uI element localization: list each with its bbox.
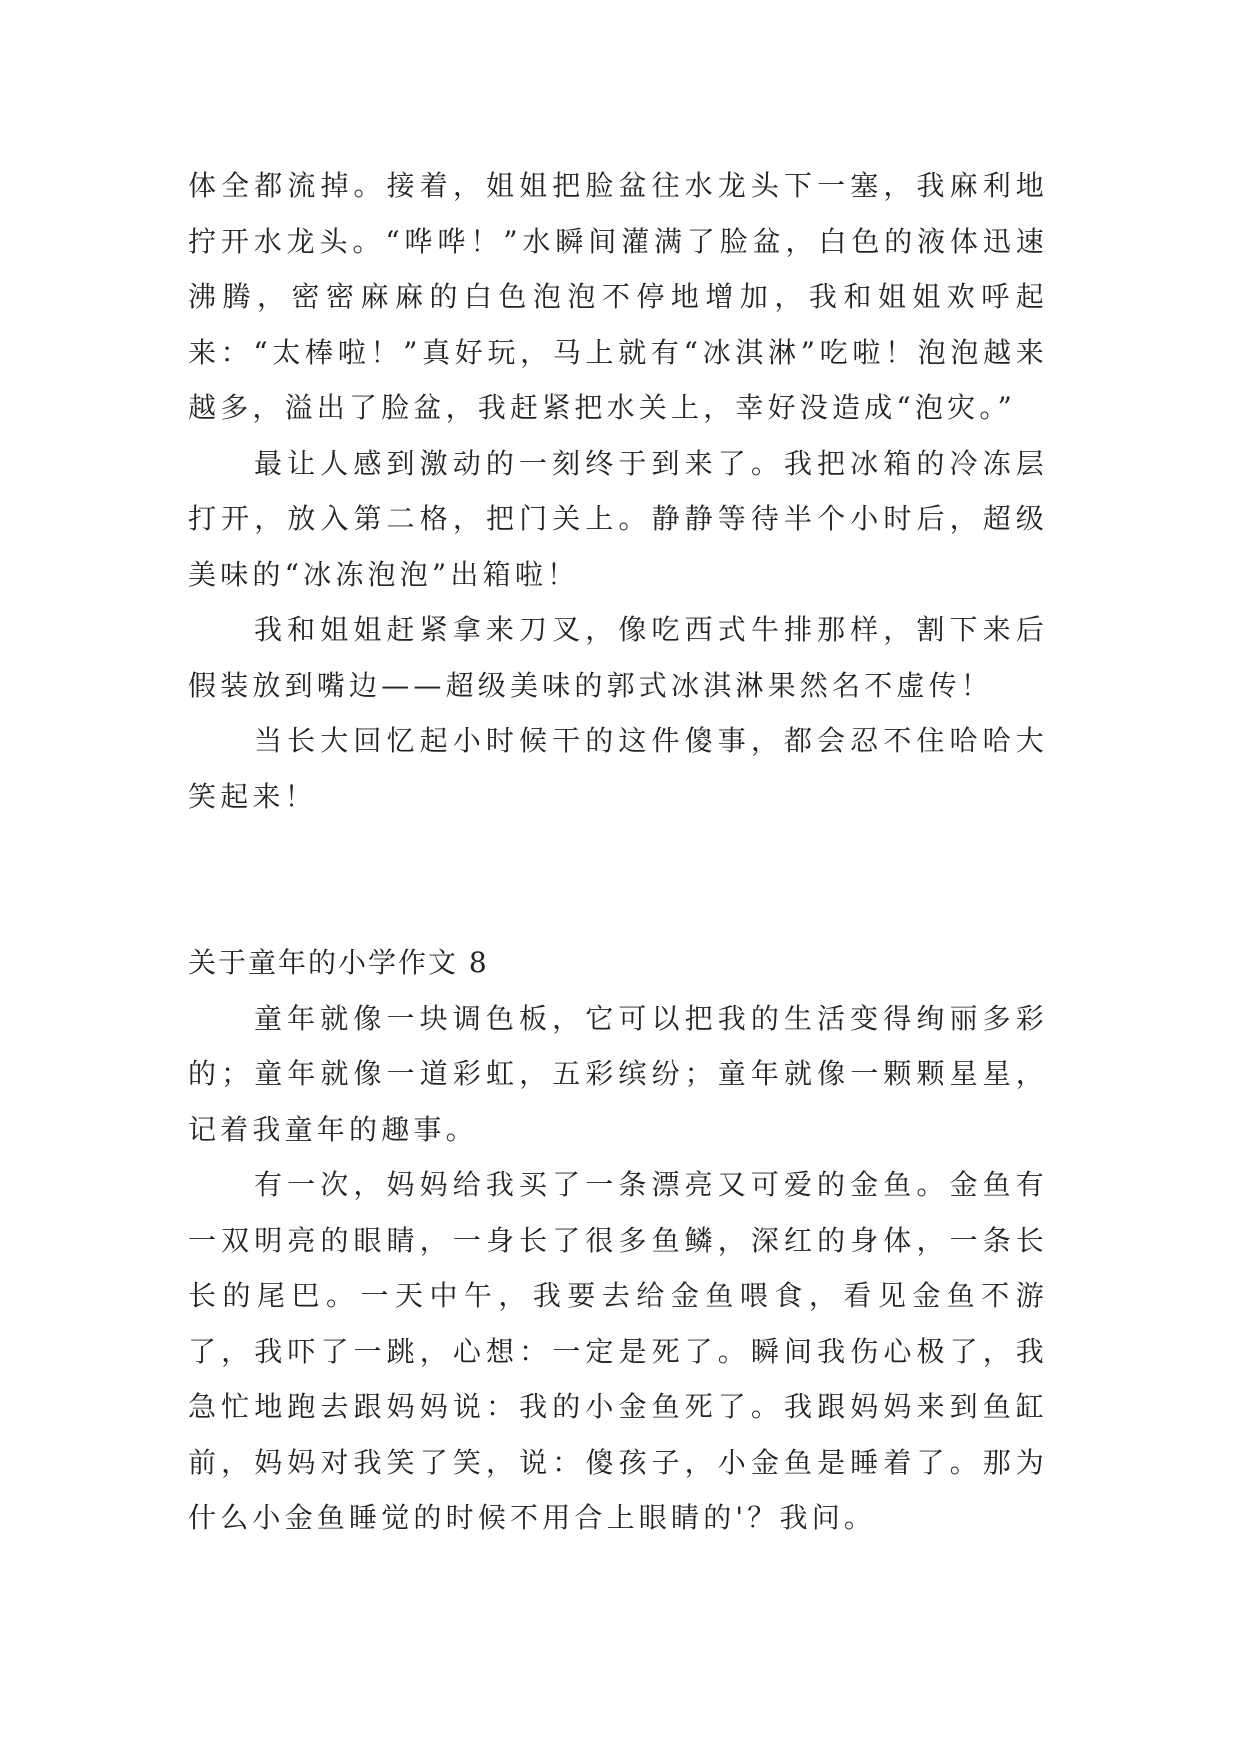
document-page	[188, 158, 1048, 1546]
section-title: 关于童年的小学作文 8	[188, 946, 489, 979]
paragraph: 我和姐姐赶紧拿来刀叉，像吃西式牛排那样，割下来后假装放到嘴边——超级美味的郭式冰淇淋果然名不虚传！	[188, 613, 1048, 702]
paragraph: 有一次，妈妈给我买了一条漂亮又可爱的金鱼。金鱼有一双明亮的眼睛，一身长了很多鱼鳞，深红的身体，一条长长的尾巴。一天中午，我要去给金鱼喂食，看见金鱼不游了，我吓了一跳，心想：一定是死了。瞬间我伤心极了，我急忙地跑去跟妈妈说：我的小金鱼死了。我跟妈妈来到鱼缸前，妈妈对我笑了笑，说：傻孩子，小金鱼是睡着了。那为什么小金鱼睡觉的时候不用合上眼睛的'？我问。	[188, 1168, 1048, 1534]
paragraph: 最让人感到激动的一刻终于到来了。我把冰箱的冷冻层打开，放入第二格，把门关上。静静等待半个小时后，超级美味的“冰冻泡泡”出箱啦！	[188, 446, 1048, 591]
paragraph: 当长大回忆起小时候干的这件傻事，都会忍不住哈哈大笑起来！	[188, 724, 1048, 813]
paragraph-continued: 体全都流掉。接着，姐姐把脸盆往水龙头下一塞，我麻利地拧开水龙头。“哗哗！”水瞬间灌满了脸盆，白色的液体迅速沸腾，密密麻麻的白色泡泡不停地增加，我和姐姐欢呼起来：“太棒啦！”真好玩，马上就有“冰淇淋”吃啦！泡泡越来越多，溢出了脸盆，我赶紧把水关上，幸好没造成“泡灾。”	[188, 169, 1048, 424]
section-gap	[188, 824, 1048, 935]
paragraph: 童年就像一块调色板，它可以把我的生活变得绚丽多彩的；童年就像一道彩虹，五彩缤纷；童年就像一颗颗星星，记着我童年的趣事。	[188, 1001, 1048, 1146]
